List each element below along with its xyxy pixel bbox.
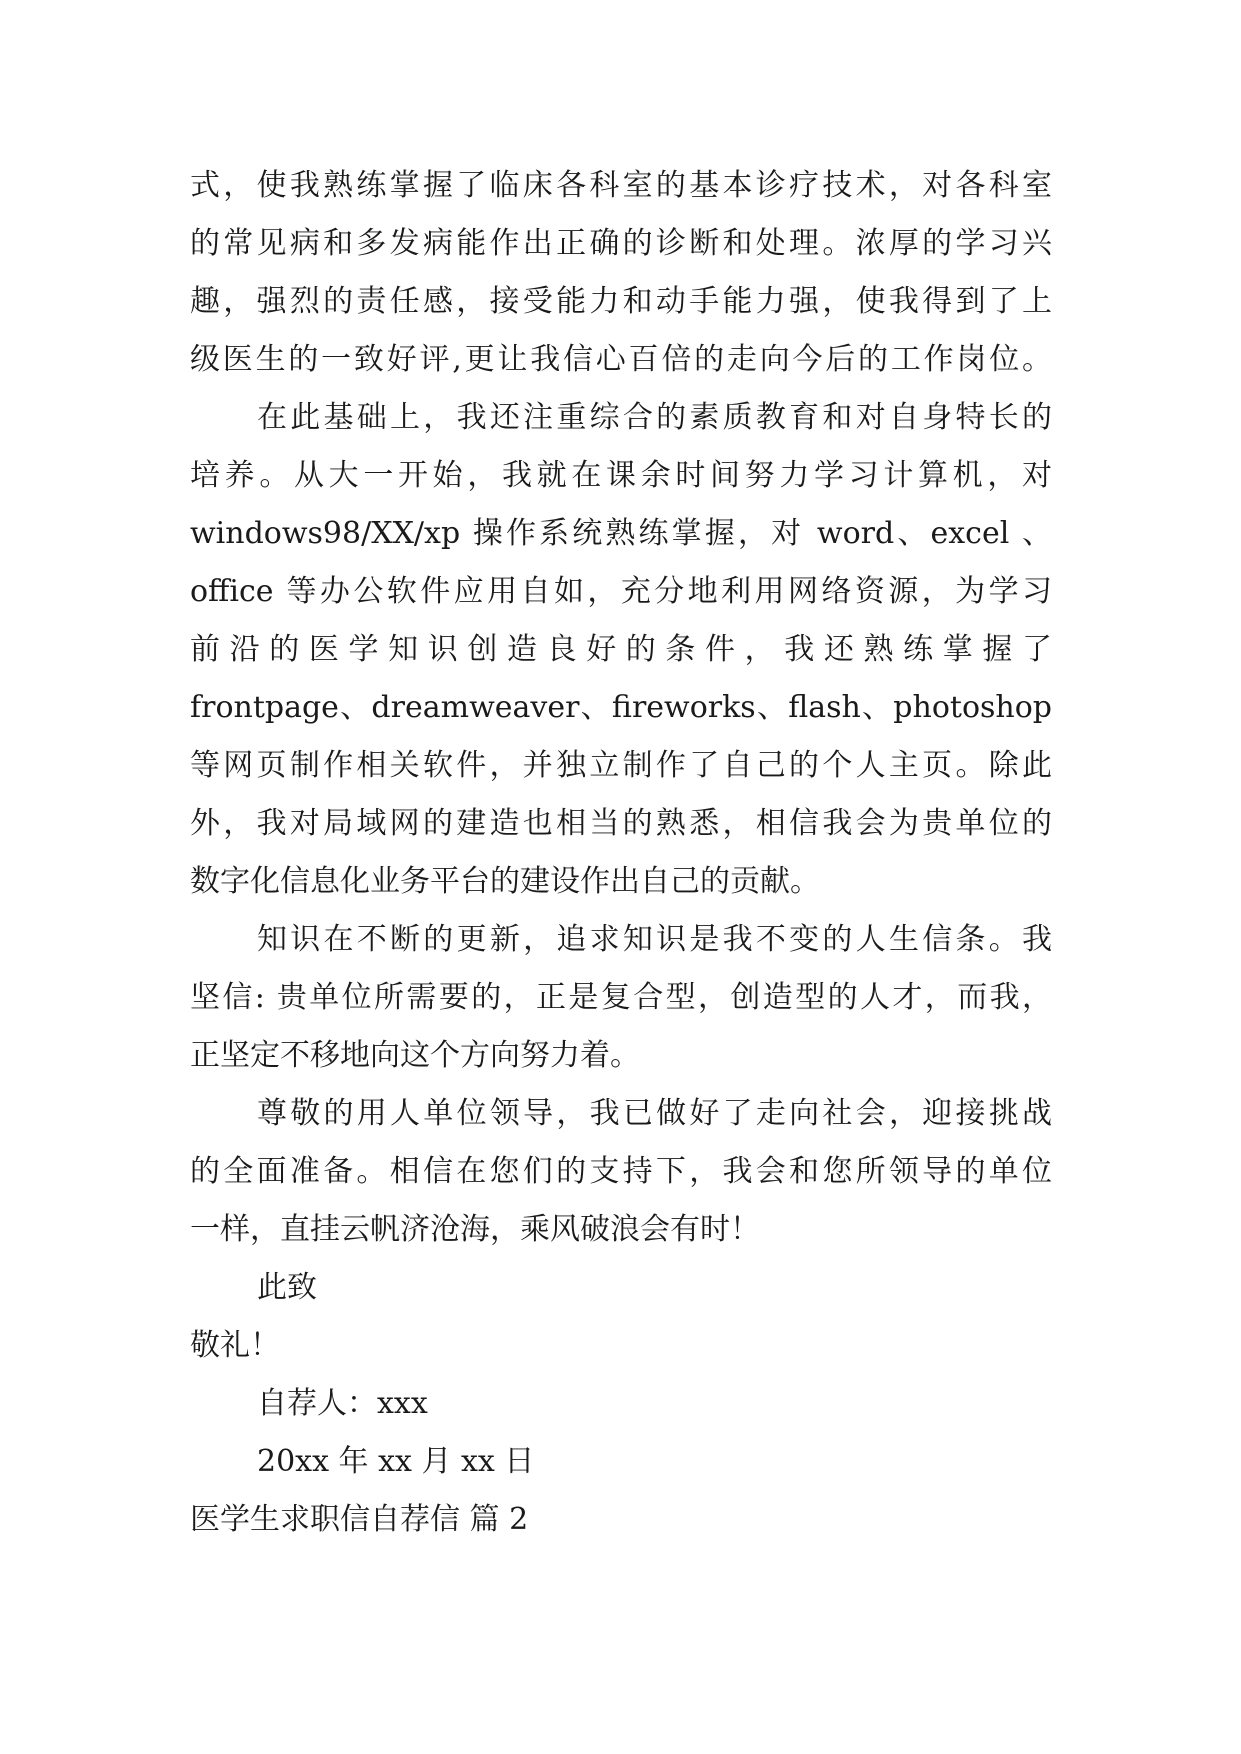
text-line: 外，我对局域网的建造也相当的熟悉，相信我会为贵单位的: [190, 806, 1052, 841]
text-line: 式，使我熟练掌握了临床各科室的基本诊疗技术，对各科室: [190, 168, 1052, 203]
text-line: 级医生的一致好评,更让我信心百倍的走向今后的工作岗位。: [190, 342, 1052, 377]
text-line: 前沿的医学知识创造良好的条件，我还熟练掌握了: [190, 632, 1052, 667]
section-title: 医学生求职信自荐信 篇 2: [190, 1502, 529, 1537]
closing-phrase: 此致: [257, 1270, 317, 1305]
text-line: 数字化信息化业务平台的建设作出自己的贡献。: [190, 864, 820, 899]
text-line: 一样，直挂云帆济沧海，乘风破浪会有时！: [190, 1212, 760, 1247]
text-line: 培养。从大一开始，我就在课余时间努力学习计算机，对: [190, 458, 1052, 493]
paragraph-first-line: 知识在不断的更新，追求知识是我不变的人生信条。我: [257, 922, 1052, 957]
text-line: 正坚定不移地向这个方向努力着。: [190, 1038, 640, 1073]
text-line: frontpage、dreamweaver、fireworks、flash、photoshop: [190, 690, 1052, 725]
text-line: 趣，强烈的责任感，接受能力和动手能力强，使我得到了上: [190, 284, 1052, 319]
paragraph-first-line: 尊敬的用人单位领导，我已做好了走向社会，迎接挑战: [257, 1096, 1052, 1131]
date-line: 20xx 年 xx 月 xx 日: [257, 1444, 535, 1479]
paragraph-first-line: 在此基础上，我还注重综合的素质教育和对自身特长的: [257, 400, 1052, 435]
salutation: 敬礼！: [190, 1328, 280, 1363]
signature-line: 自荐人：xxx: [257, 1386, 428, 1421]
text-line: 等网页制作相关软件，并独立制作了自己的个人主页。除此: [190, 748, 1052, 783]
text-line: 的全面准备。相信在您们的支持下，我会和您所领导的单位: [190, 1154, 1052, 1189]
text-line: 坚信: 贵单位所需要的，正是复合型，创造型的人才，而我，: [190, 980, 1052, 1015]
text-line: windows98/XX/xp 操作系统熟练掌握，对 word、excel 、: [190, 516, 1052, 551]
text-line: 的常见病和多发病能作出正确的诊断和处理。浓厚的学习兴: [190, 226, 1052, 261]
text-line: office 等办公软件应用自如，充分地利用网络资源，为学习: [190, 574, 1052, 609]
